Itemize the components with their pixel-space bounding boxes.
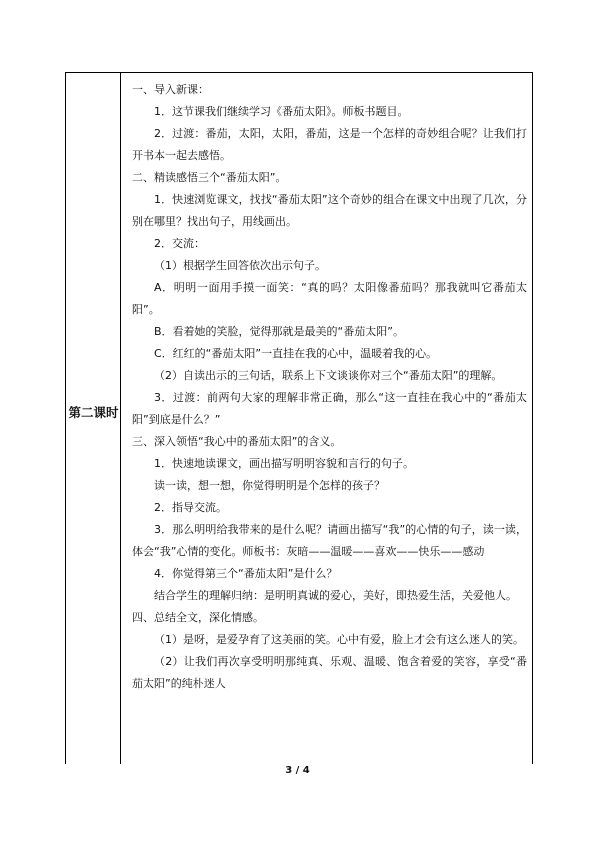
lesson-paragraph: 读一读，想一想，你觉得明明是个怎样的孩子？ xyxy=(154,479,385,492)
lesson-paragraph: 结合学生的理解归纳：是明明真诚的爱心，美好，即热爱生活，关爱他人。 xyxy=(154,589,517,602)
lesson-paragraph: （2）自读出示的三句话，联系上下文谈谈你对三个“番茄太阳”的理解。 xyxy=(154,369,503,382)
lesson-paragraph: 三、深入领悟“我心中的番茄太阳”的含义。 xyxy=(132,435,342,448)
lesson-paragraph: C．红红的“番茄太阳”一直挂在我的心中，温暖着我的心。 xyxy=(154,347,438,360)
lesson-paragraph: A．明明一面用手摸一面笑：“真的吗？太阳像番茄吗？那我就叫它番茄太阳”。 xyxy=(132,281,527,316)
lesson-plan-table xyxy=(65,72,533,764)
lesson-paragraph: 四、总结全文，深化情感。 xyxy=(132,611,264,624)
lesson-paragraph: 二、精读感悟三个“番茄太阳”。 xyxy=(132,171,287,184)
lesson-paragraph: 一、导入新课： xyxy=(132,83,209,96)
lesson-paragraph: 4．你觉得第三个“番茄太阳”是什么？ xyxy=(154,567,338,580)
lesson-paragraph: （1）根据学生回答依次出示句子。 xyxy=(154,259,326,272)
lesson-paragraph: 2．交流： xyxy=(154,237,205,250)
section-label: 第二课时 xyxy=(68,405,119,420)
lesson-paragraph: （1）是呀，是爱孕育了这美丽的笑。心中有爱，脸上才会有这么迷人的笑。 xyxy=(154,633,524,646)
lesson-paragraph: 1．快速地读课文，画出描写明明容貌和言行的句子。 xyxy=(154,457,414,470)
page-number: 3 / 4 xyxy=(285,765,310,776)
lesson-content xyxy=(132,79,527,695)
lesson-paragraph: （2）让我们再次享受明明那纯真、乐观、温暖、饱含着爱的笑容，享受“番茄太阳”的纯朴迷人 xyxy=(132,655,527,690)
lesson-paragraph: B．看着她的笑脸，觉得那就是最美的“番茄太阳”。 xyxy=(154,325,404,338)
lesson-paragraph: 3．那么明明给我带来的是什么呢？请画出描写“我”的心情的句子，读一读，体会“我”心情的变化。师板书：灰暗——温暖——喜欢——快乐——感动 xyxy=(132,523,527,558)
section-label-cell xyxy=(66,73,121,764)
lesson-paragraph: 2．指导交流。 xyxy=(154,501,227,514)
lesson-paragraph: 3．过渡：前两句大家的理解非常正确，那么“这一直挂在我心中的“番茄太阳”到底是什么？” xyxy=(132,391,527,426)
lesson-content-cell xyxy=(121,73,532,764)
lesson-paragraph: 1．快速浏览课文，找找“番茄太阳”这个奇妙的组合在课文中出现了几次，分别在哪里？找出句子，用线画出。 xyxy=(132,193,527,228)
lesson-paragraph: 1．这节课我们继续学习《番茄太阳》。师板书题目。 xyxy=(154,105,409,118)
lesson-paragraph: 2．过渡：番茄，太阳，太阳，番茄，这是一个怎样的奇妙组合呢？让我们打开书本一起去感悟。 xyxy=(132,127,527,162)
